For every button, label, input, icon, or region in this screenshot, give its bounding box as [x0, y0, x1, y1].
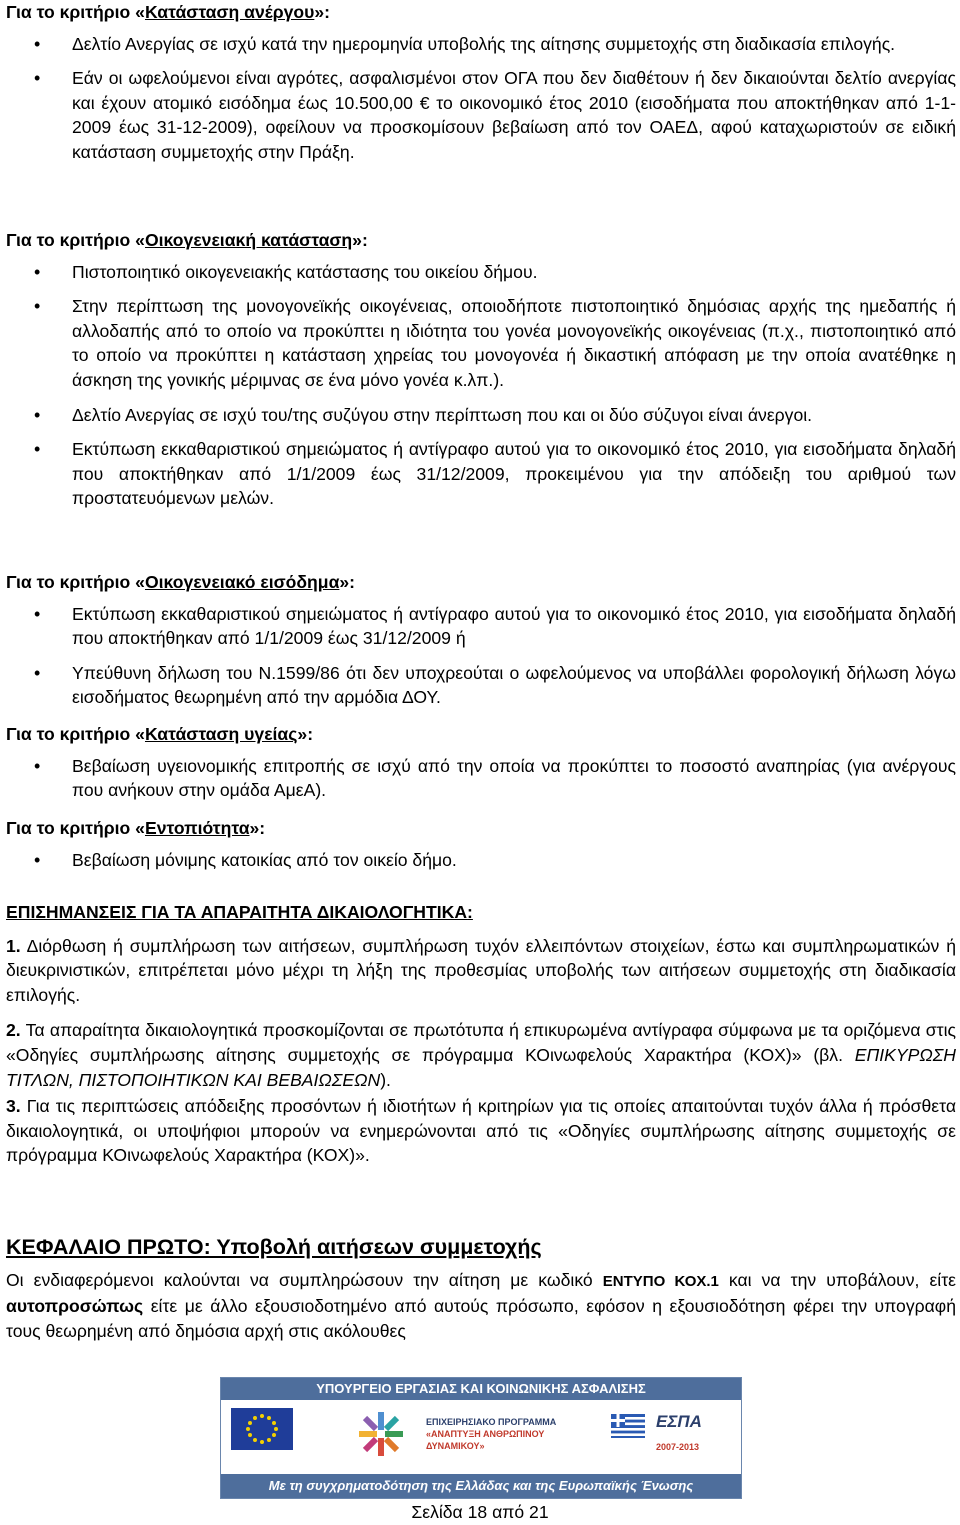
program-title: ΕΠΙΧΕΙΡΗΣΙΑΚΟ ΠΡΟΓΡΑΜΜΑ «ΑΝΑΠΤΥΞΗ ΑΝΘΡΩΠΙΝΟΥ ΔΥΝΑΜΙΚΟΥ»	[426, 1417, 557, 1451]
section-heading: Για το κριτήριο «Οικογενειακό εισόδημα»:	[6, 572, 356, 592]
section-family-income	[6, 570, 956, 710]
chapter-title: ΚΕΦΑΛΑΙΟ ΠΡΩΤΟ: Υποβολή αιτήσεων συμμετοχής	[6, 1235, 542, 1259]
list-item: • Υπεύθυνη δήλωση του Ν.1599/86 ότι δεν υποχρεούται ο ωφελούμενος να υποβάλλει φορολογική δήλωση λόγω εισοδήματος θεωρημένη από την αρμόδια ΔΟΥ.	[6, 661, 956, 710]
list-item: • Στην περίπτωση της μονογονεϊκής οικογένειας, οποιοδήποτε πιστοποιητικό δημόσιας αρχής της ημεδαπής ή αλλοδαπής από το οποίο να προκύπτει η ιδιότητα του γονέα μονογονεϊκής οικογένειας (π.χ., πιστοποιητικό από το οποίο να προκύπτει η κατάσταση χηρείας του μονογονέα ή δικαστική απόφαση με την οποία ανατέθηκε η άσκηση της γονικής μέριμνας σε ένα μόνο γονέα κ.λπ.).	[6, 294, 956, 392]
notes-section	[6, 900, 956, 1168]
chapter-section	[6, 1235, 956, 1343]
list-item: • Εκτύπωση εκκαθαριστικού σημειώματος ή αντίγραφο αυτού για το οικονομικό έτος 2010, για εισοδήματα δηλαδή που αποκτήθηκαν από 1/1/2009 έως 31/12/2009 ή	[6, 602, 956, 651]
section-heading: Για το κριτήριο «Οικογενειακή κατάσταση»:	[6, 230, 368, 250]
list-item: • Πιστοποιητικό οικογενειακής κατάστασης του οικείου δήμου.	[6, 260, 956, 285]
list-item: • Δελτίο Ανεργίας σε ισχύ κατά την ημερομηνία υποβολής της αίτησης συμμετοχής στη διαδικασία επιλογής.	[6, 32, 956, 57]
page-number: Σελίδα 18 από 21	[411, 1502, 549, 1522]
greek-flag-icon	[611, 1414, 645, 1438]
list-item: • Βεβαίωση υγειονομικής επιτροπής σε ισχύ από την οποία να προκύπτει το ποσοστό αναπηρίας (για ανέργους που ανήκουν στην ομάδα ΑμεΑ).	[6, 754, 956, 803]
program-emblem-icon	[351, 1404, 411, 1464]
note-1: 1. Διόρθωση ή συμπλήρωση των αιτήσεων, συμπλήρωση τυχόν ελλειπόντων στοιχείων, έστω και συμπληρωματικών ή διευκρινιστικών, επιτρέπεται μόνο μέχρι τη λήξη της προθεσμίας υποβολής των αιτήσεων συμμετοχής στη διαδικασία επιλογής.	[6, 935, 956, 1005]
ministry-title: ΥΠΟΥΡΓΕΙΟ ΕΡΓΑΣΙΑΣ ΚΑΙ ΚΟΙΝΩΝΙΚΗΣ ΑΣΦΑΛΙΣΗΣ	[221, 1378, 741, 1400]
section-heading: Για το κριτήριο «Εντοπιότητα»:	[6, 818, 266, 838]
section-unemployment	[6, 0, 956, 165]
note-2: 2. Τα απαραίτητα δικαιολογητικά προσκομίζονται σε πρωτότυπα ή επικυρωμένα αντίγραφα σύμφωνα με τα οριζόμενα στις «Οδηγίες συμπλήρωσης αίτησης συμμετοχής σε πρόγραμμα ΚΟινωφελούς Χαρακτήρα (ΚΟΧ)» (βλ. ΕΠΙΚΥΡΩΣΗ ΤΙΤΛΩΝ, ΠΙΣΤΟΠΟΙΗΤΙΚΩΝ ΚΑΙ ΒΕΒΑΙΩΣΕΩΝ).	[6, 1020, 956, 1090]
section-family-status	[6, 228, 956, 511]
chapter-paragraph: Οι ενδιαφερόμενοι καλούνται να συμπληρώσουν την αίτηση με κωδικό ΕΝΤΥΠΟ ΚΟΧ.1 και να την υποβάλουν, είτε αυτοπροσώπως είτε με άλλο εξουσιοδοτημένο από αυτούς πρόσωπο, εφόσον η εξουσιοδότηση φέρει την υπογραφή τους θεωρημένη από δημόσια αρχή στις ακόλουθες	[6, 1269, 957, 1341]
list-item: • Εάν οι ωφελούμενοι είναι αγρότες, ασφαλισμένοι στον ΟΓΑ που δεν διαθέτουν ή δεν δικαιούνται δελτίο ανεργίας και έχουν ατομικό εισόδημα έως 10.500,00 € το οικονομικό έτος 2010 (εισοδήματα που αποκτήθηκαν από 1-1-2009 έως 31-12-2009), οφείλουν να προσκομίσουν βεβαίωση από τον ΟΑΕΔ, αφού καταχωριστούν σε ειδική κατάσταση συμμετοχής στην Πράξη.	[6, 66, 956, 164]
cofunding-statement: Με τη συγχρηματοδότηση της Ελλάδας και της Ευρωπαϊκής Ένωσης	[221, 1474, 741, 1498]
section-locality	[6, 816, 956, 872]
section-heading: Για το κριτήριο «Κατάσταση ανέργου»:	[6, 2, 331, 22]
list-item: • Εκτύπωση εκκαθαριστικού σημειώματος ή αντίγραφο αυτού για το οικονομικό έτος 2010, για εισοδήματα δηλαδή που αποκτήθηκαν από 1/1/2009 έως 31/12/2009, προκειμένου για την απόδειξη του αριθμού των προστατευόμενων μελών.	[6, 437, 956, 511]
section-health-status	[6, 722, 956, 803]
espa-logo: ΕΣΠΑ 2007-2013	[656, 1412, 702, 1452]
notes-heading: ΕΠΙΣΗΜΑΝΣΕΙΣ ΓΙΑ ΤΑ ΑΠΑΡΑΙΤΗΤΑ ΔΙΚΑΙΟΛΟΓΗΤΙΚΑ:	[6, 902, 473, 922]
funding-banner	[220, 1377, 742, 1499]
list-item: • Δελτίο Ανεργίας σε ισχύ του/της συζύγου στην περίπτωση που και οι δύο σύζυγοι είναι άνεργοι.	[6, 403, 956, 428]
list-item: • Βεβαίωση μόνιμης κατοικίας από τον οικείο δήμο.	[6, 848, 956, 873]
logos-row	[221, 1400, 741, 1472]
section-heading: Για το κριτήριο «Κατάσταση υγείας»:	[6, 724, 314, 744]
eu-flag-icon	[231, 1408, 293, 1450]
note-3: 3. Για τις περιπτώσεις απόδειξης προσόντων ή ιδιοτήτων ή κριτηρίων για τις οποίες απαιτούνται τυχόν άλλα ή πρόσθετα δικαιολογητικά, οι υποψήφιοι μπορούν να ενημερώνονται από τις «Οδηγίες συμπλήρωσης αίτησης συμμετοχής σε πρόγραμμα ΚΟινωφελούς Χαρακτήρα (ΚΟΧ)».	[6, 1096, 956, 1166]
